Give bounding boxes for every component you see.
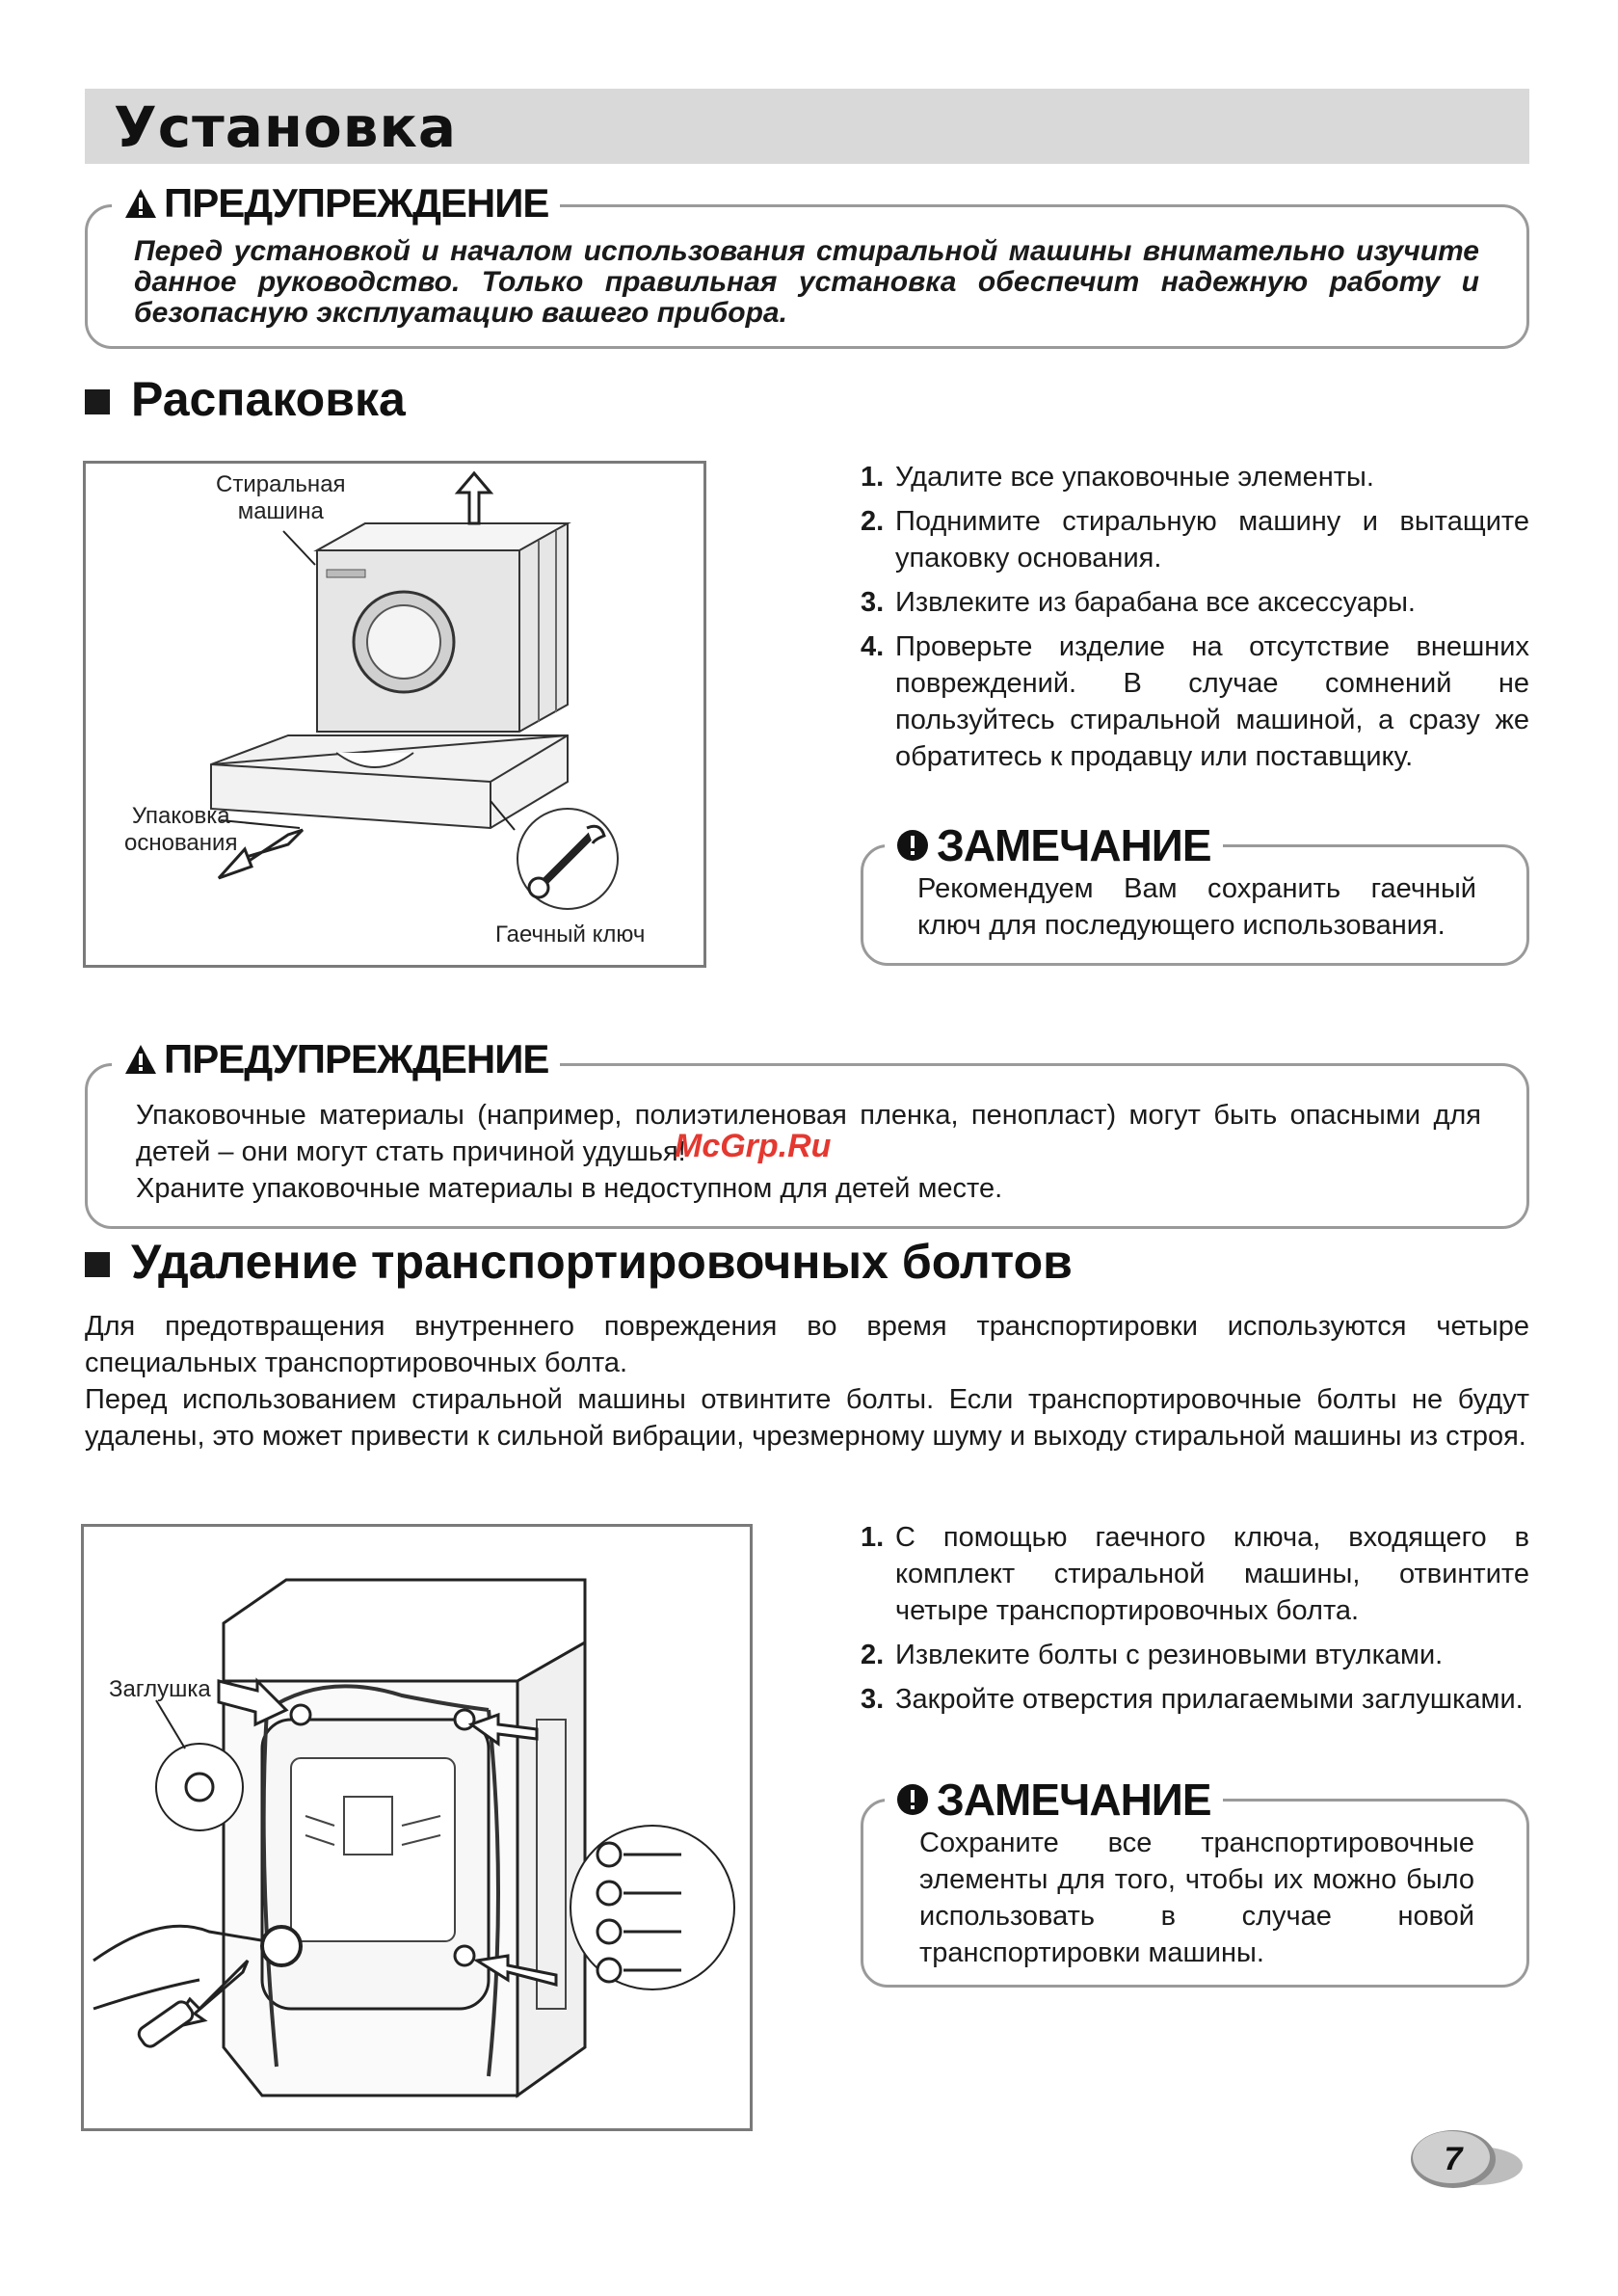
note-box-transport: [861, 1799, 1529, 1988]
unpacking-steps: [861, 459, 1529, 783]
warning-packaging-text-1: Упаковочные материалы (например, полиэтиленовая пленка, пенопласт) могут быть опасными для детей – они могут стать причиной удушья!: [136, 1100, 1481, 1167]
bolts-intro-1: Для предотвращения внутреннего повреждения во время транспортировки используются четыре специальных транспортировочных болта.: [85, 1311, 1529, 1378]
watermark: McGrp.Ru: [675, 1128, 832, 1164]
figure-unpacking: [83, 461, 706, 968]
page-number: 7: [1444, 2140, 1463, 2177]
label-wrench: Гаечный ключ: [495, 921, 646, 948]
bolts-steps: [861, 1519, 1529, 1725]
note-transport-label: [885, 1774, 1223, 1826]
section-heading-bolts: [85, 1234, 1073, 1290]
bolts-illustration: [84, 1527, 750, 2128]
label-base: Упаковка основания: [124, 803, 238, 856]
figure-bolts: [81, 1524, 753, 2131]
exclamation-circle-icon: [896, 829, 929, 862]
list-item: 3. Закройте отверстия прилагаемыми заглушками.: [861, 1684, 1524, 1715]
warning-intro-text: Перед установкой и началом использования стиральной машины внимательно изучите данное руководство. Только правильная установка обеспечит надежную работу и безопасную эксплуатацию вашего прибора.: [134, 235, 1479, 329]
section-heading-bolts-text: Удаление транспортировочных болтов: [131, 1235, 1073, 1289]
note-wrench-label-text: ЗАМЕЧАНИЕ: [937, 820, 1211, 870]
page-title: Установка: [114, 94, 457, 160]
section-bullet-icon: [85, 389, 110, 414]
bolts-intro-2: Перед использованием стиральной машины отвинтите болты. Если транспортировочные болты не будут удалены, это может привести к сильной вибрации, чрезмерному шуму и выходу стиральной машины из строя.: [85, 1384, 1529, 1452]
label-plug: Заглушка: [109, 1676, 211, 1702]
note-wrench-text: Рекомендуем Вам сохранить гаечный ключ для последующего использования.: [917, 873, 1476, 941]
section-bullet-icon: [85, 1252, 110, 1277]
list-item: 3. Извлеките из барабана все аксессуары.: [861, 587, 1416, 618]
page-title-bar: [85, 89, 1529, 164]
note-wrench-label: [885, 819, 1223, 871]
warning-intro-label: [112, 179, 560, 227]
unpacking-illustration: [86, 464, 703, 965]
list-item: 2. Поднимите стиральную машину и вытащите упаковку основания.: [861, 506, 1529, 574]
list-item: 1. Удалите все упаковочные элементы.: [861, 462, 1374, 493]
note-transport-text: Сохраните все транспортировочные элементы для того, чтобы их можно было использовать в случае новой транспортировки машины.: [919, 1828, 1474, 1968]
section-heading-unpacking-text: Распаковка: [131, 372, 406, 426]
list-item: 2. Извлеките болты с резиновыми втулками.: [861, 1640, 1444, 1670]
warning-intro-label-text: ПРЕДУПРЕЖДЕНИЕ: [164, 180, 549, 226]
list-item: 1. С помощью гаечного ключа, входящего в комплект стиральной машины, отвинтите четыре транспортировочных болта.: [861, 1522, 1529, 1626]
page-number-badge: [1409, 2129, 1523, 2189]
section-heading-unpacking: [85, 371, 406, 427]
warning-packaging-label: [112, 1035, 560, 1083]
warning-triangle-icon: [123, 187, 158, 220]
label-machine: Стиральная машина: [216, 471, 346, 524]
warning-packaging-label-text: ПРЕДУПРЕЖДЕНИЕ: [164, 1036, 549, 1081]
warning-triangle-icon: [123, 1043, 158, 1076]
note-transport-label-text: ЗАМЕЧАНИЕ: [937, 1775, 1211, 1825]
exclamation-circle-icon: [896, 1783, 929, 1816]
warning-packaging-text-2: Храните упаковочные материалы в недоступном для детей месте.: [136, 1173, 1003, 1204]
list-item: 4. Проверьте изделие на отсутствие внешних повреждений. В случае сомнений не пользуйтесь стиральной машиной, а сразу же обратитесь к продавцу или поставщику.: [861, 631, 1529, 772]
